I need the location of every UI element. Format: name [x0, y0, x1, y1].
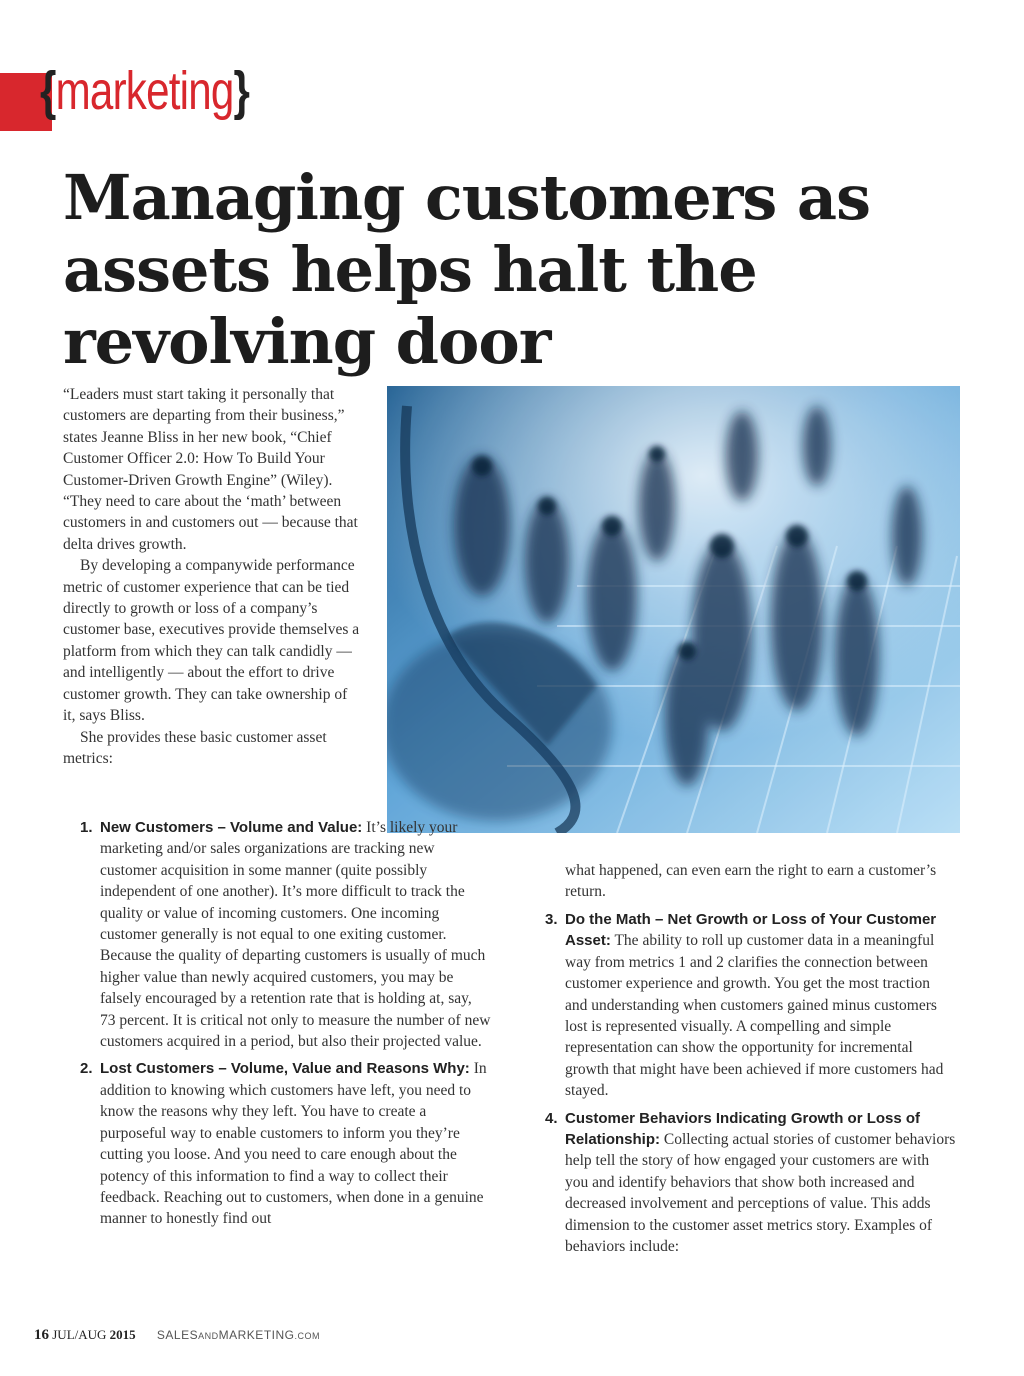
list-item — [63, 1058, 491, 1229]
close-bracket: } — [233, 61, 250, 121]
page-footer — [34, 1327, 320, 1344]
headline: Managing customers as assets helps halt the revolving door — [63, 161, 870, 378]
open-bracket: { — [40, 61, 56, 121]
intro-paragraph: By developing a companywide performance metric of customer experience that can be tied directly to growth or loss of a company’s customer base, executives provide themselves a platform from which they can talk candidly — and intelligently — about the effort to drive customer growth. They can take ownership of it, says Bliss. — [63, 557, 360, 725]
item-text: In addition to knowing which customers have left, you need to know the reasons why they left. You have to create a purposeful way to enable customers to inform you they’re cutting you loose. And you need to care enough about the potency of this information to find a way to collect their feedback. Reaching out to customers, when done in a genuine manner to honestly find out — [100, 1060, 487, 1228]
item-number: 1. — [80, 819, 93, 836]
item-text: Collecting actual stories of customer behaviors help tell the story of how engaged your customers are with you and identify behaviors that show both increased and decreased involvement and perceptions of value. This adds dimension to the customer asset metrics story. Examples of behaviors include: — [565, 1131, 956, 1256]
intro-text — [63, 384, 363, 769]
metrics-list-left — [63, 817, 491, 1236]
page-number: 16 — [34, 1327, 49, 1343]
item-heading: Customer Behaviors Indicating Growth or Loss of Relationship: — [565, 1109, 921, 1149]
list-item — [528, 1108, 956, 1258]
blurred-crowd-revolving-door-photo — [387, 386, 960, 833]
site-com: .COM — [294, 1331, 320, 1341]
metrics-list-right — [528, 909, 956, 1264]
issue-month: JUL/AUG — [52, 1327, 107, 1342]
item-heading: Do the Math – Net Growth or Loss of Your Customer Asset: — [565, 911, 937, 950]
item-number: 3. — [545, 911, 558, 928]
list-item — [63, 817, 491, 1052]
item-text: It’s likely your marketing and/or sales organizations are tracking new customer acquisition in some manner (quite possibly independent of one another). It’s more difficult to track the quality or value of incoming customers. One incoming customer generally is not equal to one exiting customer. Because the quality of departing customers is usually of much higher value than newly acquired customers, you may be falsely encouraged by a retention rate that is holding at, say, 73 percent. It is critical not only to measure the number of new customers acquired in a period, but also their projected value. — [100, 819, 491, 1051]
item-heading: Lost Customers – Volume, Value and Reasons Why: — [100, 1060, 470, 1078]
intro-paragraph: “Leaders must start taking it personally that customers are departing from their business,” states Jeanne Bliss in her new book, “Chief Customer Officer 2.0: How To Build Your Customer-Driven Growth Engine” (Wiley). “They need to care about the ‘math’ between customers in and customers out — because that delta drives growth. — [63, 386, 358, 553]
site-and: AND — [198, 1331, 219, 1341]
item-number: 2. — [80, 1060, 93, 1078]
continuation-text: what happened, can even earn the right to earn a customer’s return. — [565, 862, 937, 901]
crowd-photo — [387, 386, 960, 833]
site-marketing: MARKETING — [218, 1328, 295, 1342]
item-text: The ability to roll up customer data in a meaningful way from metrics 1 and 2 clarifies the connection between customer experience and growth. You get the most traction and understanding when customers gained minus customers lost is represented visually. A compelling and simple representation can show the opportunity for incremental growth that might have been achieved if more customers had stayed. — [565, 932, 944, 1100]
item-number: 4. — [545, 1109, 558, 1127]
intro-paragraph: She provides these basic customer asset metrics: — [63, 728, 327, 767]
list-item — [528, 909, 956, 1102]
section-label — [40, 61, 250, 121]
site-sales: SALES — [156, 1328, 199, 1342]
item-heading: New Customers – Volume and Value: — [100, 819, 363, 836]
publication-site — [157, 1328, 320, 1342]
issue-year: 2015 — [109, 1327, 136, 1342]
section-name: marketing — [55, 61, 234, 121]
